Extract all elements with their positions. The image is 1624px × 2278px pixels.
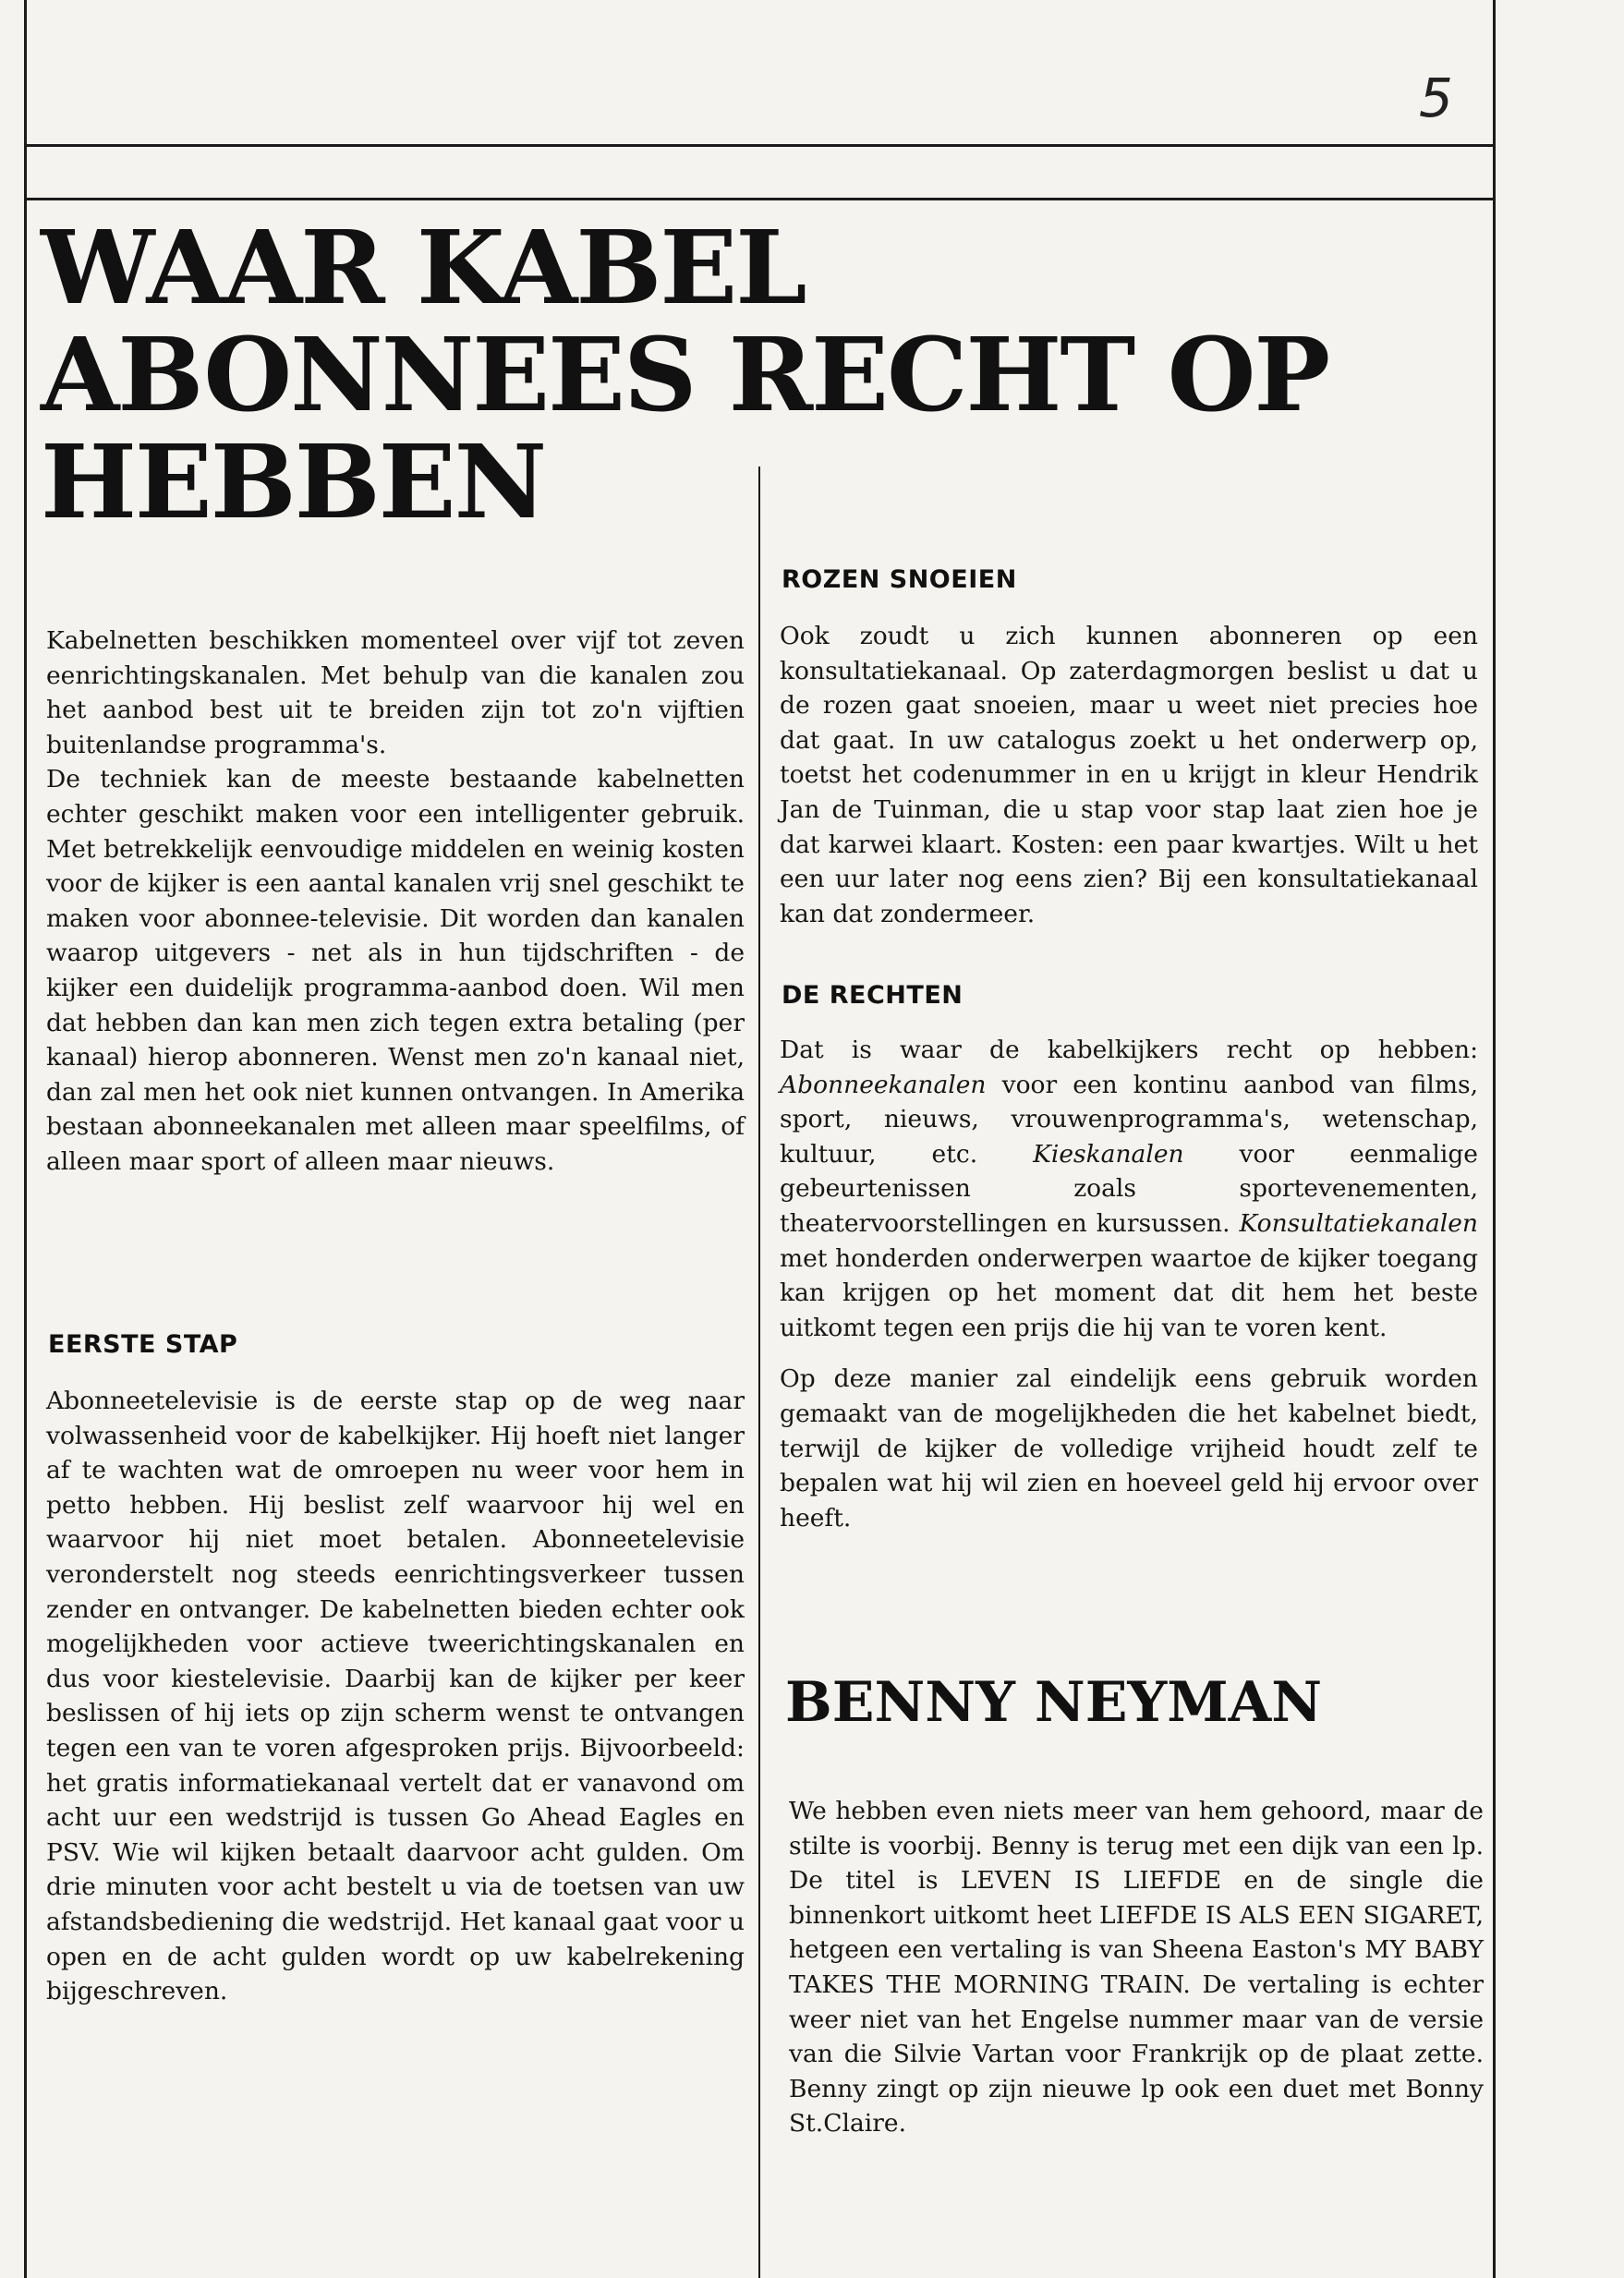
headline-line-3: HEBBEN [41, 422, 546, 541]
benny-article [789, 1794, 1484, 2141]
term-kieskanalen: Kieskanalen [1033, 1139, 1184, 1169]
rechten-text-1: voor een kontinu aanbod van films, sport, nieuws, vrouwenprogramma's, wetenschap, kultuur, etc. [780, 1070, 1478, 1169]
header-rule-top [24, 144, 1496, 147]
subheading-rozen-snoeien: ROZEN SNOEIEN [782, 565, 1017, 594]
intro-paragraph-2: De techniek kan de meeste bestaande kabelnetten echter geschikt maken voor een intelligenter gebruik. Met betrekkelijk eenvoudige middelen en weinig kosten voor de kijker is een aantal kanalen vrij snel geschikt te maken voor abonnee-televisie. Dit worden dan kanalen waarop uitgevers - net als in hun tijdschriften - de kijker een duidelijk programma-aanbod doen. Wil men dat hebben dan kan men zich tegen extra betaling (per kanaal) hierop abonneren. Wenst men zo'n kanaal niet, dan zal men het ook niet kunnen ontvangen. In Amerika bestaan abonneekanalen met alleen maar speelfilms, of alleen maar sport of alleen maar nieuws. [46, 765, 745, 1176]
rechten-paragraph [780, 1033, 1478, 1345]
headline-line-2: ABONNEES RECHT OP [41, 315, 1329, 434]
frame-left-line [24, 0, 27, 2278]
subheading-eerste-stap: EERSTE STAP [48, 1330, 238, 1359]
benny-paragraph: We hebben even niets meer van hem gehoord, maar de stilte is voorbij. Benny is terug met een dijk van een lp. De titel is LEVEN IS LIEFDE en de single die binnenkort uitkomt heet LIEFDE IS ALS EEN SIGARET, hetgeen een vertaling is van Sheena Easton's MY BABY TAKES THE MORNING TRAIN. De vertaling is echter weer niet van het Engelse nummer maar van de versie van die Silvie Vartan voor Frankrijk op de plaat zette. Benny zingt op zijn nieuwe lp ook een duet met Bonny St.Claire. [789, 1797, 1484, 2139]
article-headline [41, 208, 1482, 541]
rozen-paragraph: Ook zoudt u zich kunnen abonneren op een konsultatiekanaal. Op zaterdagmorgen beslist u dat u de rozen gaat snoeien, maar u weet niet precies hoe dat gaat. In uw catalogus zoekt u het onderwerp op, toetst het codenummer in en u krijgt in kleur Hendrik Jan de Tuinman, die u stap voor stap laat zien hoe je dat karwei klaart. Kosten: een paar kwartjes. Wilt u het een uur later nog eens zien? Bij een konsultatiekanaal kan dat zondermeer. [780, 622, 1478, 928]
left-column-intro [46, 624, 745, 1180]
frame-right-line [1493, 0, 1496, 2278]
benny-neyman-title: BENNY NEYMAN [785, 1670, 1323, 1735]
headline-line-1: WAAR KABEL [41, 208, 806, 327]
page-number: 5 [1419, 67, 1453, 129]
term-konsultatiekanalen: Konsultatiekanalen [1239, 1208, 1478, 1238]
right-column-rozen [780, 619, 1478, 931]
header-rule-bottom [24, 198, 1496, 200]
column-divider [758, 467, 760, 2278]
slot-paragraph: Op deze manier zal eindelijk eens gebruik worden gemaakt van de mogelijkheden die het kabelnet biedt, terwijl de kijker de volledige vrijheid houdt zelf te bepalen wat hij wil zien en hoeveel geld hij ervoor over heeft. [780, 1364, 1478, 1533]
rechten-text-2: voor eenmalige gebeurtenissen zoals sportevenementen, theatervoorstellingen en kursussen. [780, 1139, 1478, 1238]
term-abonneekanalen: Abonneekanalen [780, 1070, 987, 1099]
rechten-intro: Dat is waar de kabelkijkers recht op hebben: [780, 1036, 1478, 1064]
subheading-de-rechten: DE RECHTEN [782, 981, 963, 1010]
left-column-eerste-stap [46, 1384, 745, 2009]
rechten-text-3: met honderden onderwerpen waartoe de kijker toegang kan krijgen op het moment dat dit hem het beste uitkomt tegen een prijs die hij van te voren kent. [780, 1243, 1478, 1342]
right-column-rechten [780, 1033, 1478, 1535]
intro-paragraph-1: Kabelnetten beschikken momenteel over vijf tot zeven eenrichtingskanalen. Met behulp van die kanalen zou het aanbod best uit te breiden zijn tot zo'n vijftien buitenlandse programma's. [46, 626, 745, 759]
eerste-stap-paragraph: Abonneetelevisie is de eerste stap op de weg naar volwassenheid voor de kabelkijker. Hij hoeft niet langer af te wachten wat de omroepen nu weer voor hem in petto hebben. Hij beslist zelf waarvoor hij wel en waarvoor hij niet moet betalen. Abonneetelevisie veronderstelt nog steeds eenrichtingsverkeer tussen zender en ontvanger. De kabelnetten bieden echter ook mogelijkheden voor actieve tweerichtingskanalen en dus voor kiestelevisie. Daarbij kan de kijker per keer beslissen of hij iets op zijn scherm wenst te ontvangen tegen een van te voren afgesproken prijs. Bijvoorbeeld: het gratis informatiekanaal vertelt dat er vanavond om acht uur een wedstrijd is tussen Go Ahead Eagles en PSV. Wie wil kijken betaalt daarvoor acht gulden. Om drie minuten voor acht bestelt u via de toetsen van uw afstandsbediening die wedstrijd. Het kanaal gaat voor u open en de acht gulden wordt op uw kabelrekening bijgeschreven. [46, 1387, 745, 2006]
